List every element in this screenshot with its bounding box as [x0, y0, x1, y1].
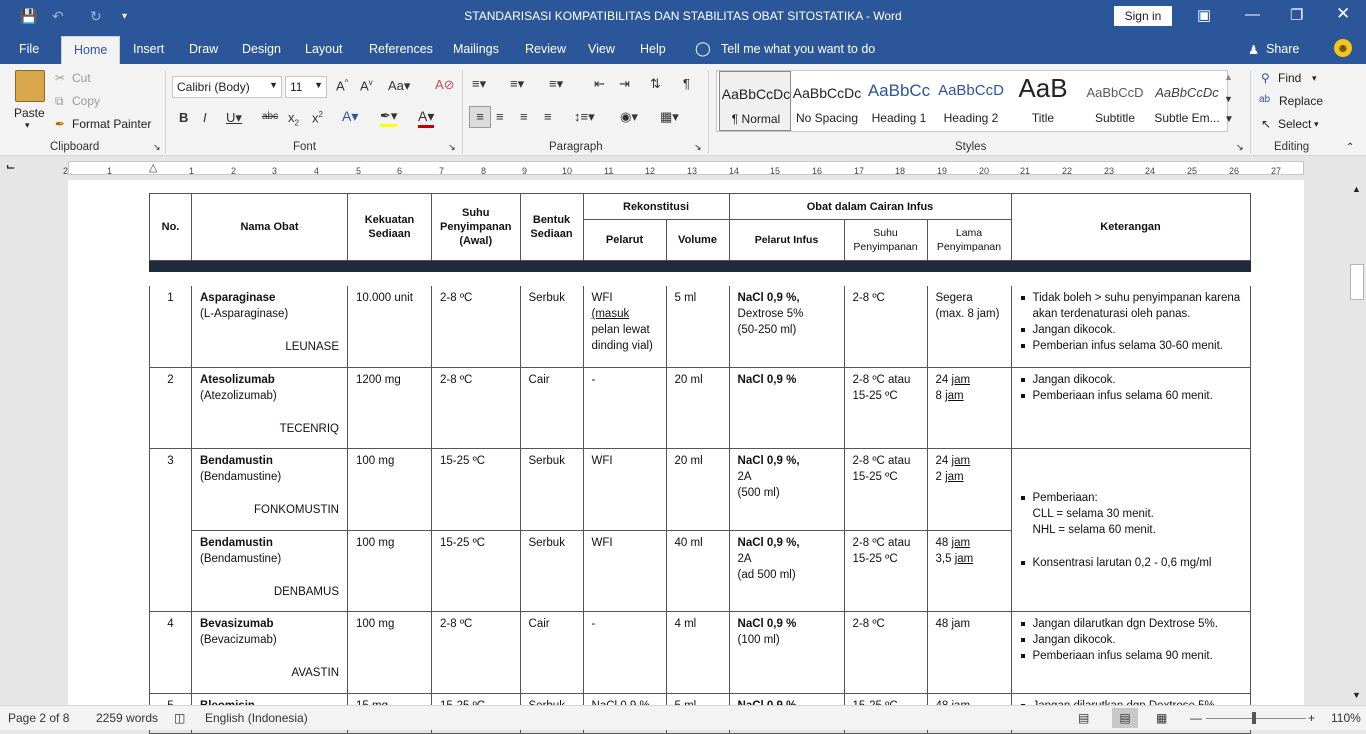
ruler-number: 11: [604, 166, 614, 176]
copy-icon[interactable]: ⧉: [55, 94, 64, 108]
ruler-number: 14: [729, 166, 740, 176]
clipboard-launcher-icon[interactable]: ↘: [153, 142, 161, 152]
row-number: 3: [150, 449, 192, 612]
collapse-ribbon-icon[interactable]: ⌃: [1346, 142, 1355, 153]
keterangan-cell: [1011, 286, 1250, 368]
header-kekuatan: Kekuatan Sediaan: [348, 194, 432, 261]
tab-design[interactable]: Design: [242, 42, 281, 56]
suhu-infus-line: 2-8 ºC atau: [852, 537, 911, 549]
style-heading-2[interactable]: [935, 71, 1007, 131]
italic-icon[interactable]: I: [203, 110, 207, 125]
ruler-number: 15: [770, 166, 781, 176]
styles-launcher-icon[interactable]: ↘: [1236, 142, 1244, 152]
infus-line: 2A: [737, 471, 752, 483]
header-keterangan: Keterangan: [1011, 194, 1250, 261]
numbering-icon[interactable]: ≡▾: [510, 76, 525, 91]
ruler-number: 5: [356, 166, 362, 176]
lama-line: 24 jam: [935, 455, 971, 467]
pelarut-cell: -: [583, 612, 666, 694]
infus-line: NaCl 0,9 %,: [737, 537, 800, 549]
bentuk-cell: Cair: [520, 368, 583, 449]
suhu-infus-cell: 2-8 ºC: [844, 612, 927, 694]
read-mode-icon[interactable]: ▤: [1078, 711, 1090, 725]
lama-cell: [927, 531, 1011, 612]
suhu-infus-cell: 2-8 ºC: [844, 286, 927, 368]
suhu-infus-cell: [844, 368, 927, 449]
sort-icon[interactable]: ⇅: [650, 76, 661, 91]
align-left-icon[interactable]: ≡: [469, 106, 491, 128]
decrease-indent-icon[interactable]: ⇤: [594, 76, 605, 91]
ribbon: [0, 64, 1366, 156]
divider: [1250, 70, 1251, 154]
drug-name-cell: [192, 368, 348, 449]
drug-generic: (Atezolizumab): [200, 390, 277, 402]
justify-icon[interactable]: ≡: [544, 109, 552, 124]
divider: [708, 70, 709, 154]
zoom-slider[interactable]: [1206, 718, 1306, 719]
keterangan-item: [1020, 490, 1242, 538]
divider: [462, 70, 463, 154]
ruler-number: 18: [895, 166, 906, 176]
drug-table[interactable]: [149, 193, 1251, 734]
volume-cell: 5 ml: [666, 286, 729, 368]
styles-scroll-up-icon[interactable]: ▲: [1224, 72, 1233, 82]
ruler-number: 20: [979, 166, 990, 176]
style-preview: AaBbCcDc: [1155, 85, 1219, 100]
infus-line: NaCl 0,9 %,: [737, 292, 800, 304]
ruler-strip[interactable]: [63, 161, 1304, 176]
table-row[interactable]: [150, 612, 1251, 694]
drug-name: Bevasizumab: [200, 618, 274, 630]
lama-line: (max. 8 jam): [935, 308, 1000, 320]
infus-line: 2A: [737, 553, 752, 565]
ruler-number: 19: [937, 166, 948, 176]
ruler-number: 23: [1104, 166, 1115, 176]
lama-cell: [927, 286, 1011, 368]
suhu-infus-line: 15-25 ºC: [852, 553, 898, 565]
share-button[interactable]: Share: [1266, 42, 1300, 56]
line-spacing-icon[interactable]: ↕≡▾: [574, 109, 595, 124]
volume-cell: 20 ml: [666, 449, 729, 531]
style-preview: AaB: [1018, 73, 1068, 103]
ribbon-display-icon[interactable]: ▣: [1197, 7, 1212, 24]
suhu-cell: 2-8 ºC: [432, 286, 521, 368]
page-count[interactable]: Page 2 of 8: [8, 711, 70, 725]
keterangan-cell: [1011, 368, 1250, 449]
suhu-cell: 15-25 ºC: [432, 449, 521, 531]
clear-formatting-icon[interactable]: A⊘: [435, 77, 455, 92]
word-count[interactable]: 2259 words: [96, 711, 159, 725]
drug-name: Bendamustin: [200, 537, 273, 549]
bullets-icon[interactable]: ≡▾: [472, 76, 487, 91]
keterangan-item: Pemberiaan infus selama 60 menit.: [1020, 388, 1242, 404]
lama-line: 48 jam: [935, 537, 971, 549]
drug-name-cell: [192, 612, 348, 694]
style-name: Heading 2: [943, 111, 999, 125]
align-right-icon[interactable]: ≡: [520, 109, 528, 124]
infus-line: (ad 500 ml): [737, 569, 796, 581]
show-formatting-icon[interactable]: ¶: [683, 76, 690, 91]
ruler-number: 2: [63, 166, 69, 176]
ruler-number: 10: [562, 166, 573, 176]
chevron-down-icon: ▼: [269, 80, 278, 90]
kekuatan-cell: 1200 mg: [348, 368, 432, 449]
suhu-cell: 15-25 ºC: [432, 531, 521, 612]
keterangan-item: Jangan dikocok.: [1020, 632, 1242, 648]
styles-scroll-down-icon[interactable]: ▼: [1224, 94, 1233, 104]
drug-generic: (Bevacizumab): [200, 634, 277, 646]
font-launcher-icon[interactable]: ↘: [448, 142, 456, 152]
styles-group-label: Styles: [955, 141, 987, 153]
bentuk-cell: Serbuk: [520, 449, 583, 531]
tab-insert[interactable]: Insert: [133, 42, 165, 56]
drug-generic: (L-Asparaginase): [200, 308, 289, 320]
replace-icon[interactable]: ab: [1259, 94, 1271, 105]
shading-icon[interactable]: ◉▾: [620, 109, 638, 124]
underline-icon[interactable]: U▾: [226, 110, 242, 125]
chevron-down-icon[interactable]: ▾: [1312, 73, 1317, 83]
keterangan-item: Jangan dikocok.: [1020, 372, 1242, 388]
suhu-infus-line: 15-25 ºC: [852, 471, 898, 483]
infus-line: NaCl 0,9 %,: [737, 455, 800, 467]
pelarut-cell: -: [583, 368, 666, 449]
font-group-label: Font: [293, 141, 317, 153]
close-button[interactable]: ✕: [1336, 4, 1351, 23]
keterangan-line: NHL = selama 60 menit.: [1032, 523, 1156, 536]
style-preview: AaBbCcD: [938, 82, 1004, 99]
scroll-thumb[interactable]: [1350, 264, 1364, 300]
keterangan-item: Jangan dikocok.: [1020, 322, 1242, 338]
bentuk-cell: Serbuk: [520, 531, 583, 612]
ruler-number: 8: [481, 166, 487, 176]
infus-cell: [729, 449, 844, 531]
zoom-in-icon[interactable]: +: [1308, 711, 1316, 725]
table-row[interactable]: [150, 286, 1251, 368]
ruler-number: 4: [314, 166, 320, 176]
ruler-number: 27: [1271, 166, 1282, 176]
ruler-number: 12: [645, 166, 656, 176]
kekuatan-cell: 10.000 unit: [348, 286, 432, 368]
ruler-number: 6: [397, 166, 403, 176]
keterangan-cell: [1011, 612, 1250, 694]
ribbon-tabs: [0, 34, 1366, 64]
scroll-down-icon[interactable]: ▼: [1352, 690, 1361, 700]
redo-icon[interactable]: ↻: [90, 8, 102, 24]
style-heading-1[interactable]: [863, 71, 935, 131]
header-lama: Lama Penyimpanan: [927, 220, 1011, 261]
pelarut-cell: WFI: [583, 531, 666, 612]
drug-name-cell: [192, 531, 348, 612]
paste-dropdown-icon[interactable]: ▾: [25, 120, 30, 130]
drug-brand: FONKOMUSTIN: [254, 504, 339, 516]
infus-cell: [729, 286, 844, 368]
proofing-icon[interactable]: ◫: [174, 711, 186, 725]
table-row[interactable]: [150, 368, 1251, 449]
style-subtle-emphasis[interactable]: [1151, 71, 1225, 131]
style-name: Subtle Em...: [1154, 111, 1220, 125]
header-shading-row: [150, 261, 1251, 272]
select-button[interactable]: Select: [1278, 117, 1312, 131]
header-no: No.: [150, 194, 192, 261]
style-title[interactable]: [1007, 71, 1079, 131]
document-page[interactable]: [68, 180, 1304, 705]
suhu-cell: 2-8 ºC: [432, 612, 521, 694]
change-case-icon[interactable]: Aa▾: [388, 78, 411, 93]
title-bar: [0, 0, 1366, 34]
style-preview: AaBbCcDc: [792, 85, 862, 101]
font-name-combo[interactable]: [172, 76, 282, 98]
drug-generic: (Bendamustine): [200, 471, 282, 483]
bentuk-cell: Serbuk: [520, 286, 583, 368]
suhu-infus-line: 15-25 ºC: [852, 390, 898, 402]
style-name: Heading 1: [871, 111, 927, 125]
ruler-number: 26: [1229, 166, 1240, 176]
infus-line: (100 ml): [737, 634, 780, 646]
keterangan-item: Pemberiaan infus selama 90 menit.: [1020, 648, 1242, 664]
infus-cell: NaCl 0,9 %: [729, 368, 844, 449]
row-number: 2: [150, 368, 192, 449]
suhu-infus-cell: [844, 531, 927, 612]
drug-name: Atesolizumab: [200, 374, 275, 386]
print-layout-icon[interactable]: ▤: [1112, 708, 1138, 728]
keterangan-item: Konsentrasi larutan 0,2 - 0,6 mg/ml: [1020, 555, 1242, 571]
ruler-number: 3: [272, 166, 278, 176]
font-size-value: 11: [290, 80, 303, 94]
ruler-number: 7: [439, 166, 445, 176]
pelarut-cell: [583, 286, 666, 368]
font-size-combo[interactable]: [285, 76, 327, 98]
web-layout-icon[interactable]: ▦: [1156, 711, 1168, 725]
lama-line: 8 jam: [935, 390, 964, 402]
infus-line: Dextrose 5%: [737, 308, 804, 320]
maximize-button[interactable]: ❐: [1290, 7, 1304, 24]
paragraph-group-label: Paragraph: [549, 141, 603, 153]
suhu-infus-line: 2-8 ºC atau: [852, 455, 911, 467]
font-color-icon[interactable]: A▾: [418, 108, 434, 128]
format-painter-button[interactable]: Format Painter: [72, 117, 152, 131]
tab-layout[interactable]: Layout: [305, 42, 343, 56]
header-infus: Obat dalam Cairan Infus: [729, 194, 1011, 220]
lightbulb-icon: ◯: [695, 40, 711, 56]
bentuk-cell: Cair: [520, 612, 583, 694]
row-number: 4: [150, 612, 192, 694]
volume-cell: 20 ml: [666, 368, 729, 449]
ruler-number: 24: [1145, 166, 1156, 176]
drug-brand: AVASTIN: [291, 667, 339, 679]
tab-references[interactable]: References: [369, 42, 433, 56]
volume-cell: 4 ml: [666, 612, 729, 694]
lama-line: 3,5 jam: [935, 553, 974, 565]
horizontal-ruler: [0, 157, 1366, 179]
tab-view[interactable]: View: [588, 42, 615, 56]
tell-me-input[interactable]: Tell me what you want to do: [721, 42, 876, 56]
ruler-number: 1: [107, 166, 113, 176]
infus-line: (50-250 ml): [737, 324, 797, 336]
drug-name: Asparaginase: [200, 292, 276, 304]
replace-button[interactable]: Replace: [1279, 94, 1324, 108]
paste-button[interactable]: Paste: [14, 106, 45, 120]
pelarut-line: dinding vial): [591, 340, 653, 352]
header-suhu: Suhu Penyimpanan (Awal): [432, 194, 521, 261]
lama-line: 24 jam: [935, 374, 971, 386]
scroll-up-icon[interactable]: ▲: [1352, 184, 1361, 194]
pelarut-line: pelan lewat: [591, 324, 650, 336]
style-subtitle[interactable]: [1079, 71, 1151, 131]
pelarut-cell: WFI: [583, 449, 666, 531]
kekuatan-cell: 100 mg: [348, 612, 432, 694]
infus-cell: [729, 612, 844, 694]
header-pelarut-infus: Pelarut Infus: [729, 220, 844, 261]
volume-cell: 40 ml: [666, 531, 729, 612]
undo-icon[interactable]: ↶: [52, 8, 64, 24]
keterangan-title: Pemberiaan:: [1032, 491, 1098, 504]
customize-qat-icon[interactable]: ▾: [122, 11, 128, 22]
tab-review[interactable]: Review: [525, 42, 566, 56]
header-pelarut: Pelarut: [583, 220, 666, 261]
save-icon[interactable]: 💾: [20, 8, 38, 24]
ruler-number: 17: [854, 166, 865, 176]
status-bar: [0, 705, 1366, 730]
superscript-icon[interactable]: $x^2$: [312, 110, 323, 126]
editing-group-label: Editing: [1274, 141, 1310, 153]
subscript-icon[interactable]: $x_2$: [288, 110, 299, 128]
kekuatan-cell: 100 mg: [348, 531, 432, 612]
pelarut-line: WFI: [591, 292, 613, 304]
suhu-cell: 2-8 ºC: [432, 368, 521, 449]
cut-button[interactable]: Cut: [72, 71, 91, 85]
divider: [165, 70, 166, 154]
keterangan-line: CLL = selama 30 menit.: [1032, 507, 1154, 520]
ruler-number: 25: [1187, 166, 1198, 176]
sign-in-button[interactable]: Sign in: [1114, 6, 1172, 26]
drug-generic: (Bendamustine): [200, 553, 282, 565]
lama-line: Segera: [935, 292, 973, 304]
multilevel-list-icon[interactable]: ≡▾: [549, 76, 564, 91]
chevron-down-icon: ▼: [314, 80, 323, 90]
tab-help[interactable]: Help: [640, 42, 666, 56]
lama-cell: [927, 449, 1011, 531]
tab-file[interactable]: File: [19, 42, 40, 56]
tab-mailings[interactable]: Mailings: [453, 42, 499, 56]
copy-button[interactable]: Copy: [72, 94, 101, 108]
text-effects-icon[interactable]: A▾: [342, 108, 359, 124]
lama-line: 2 jam: [935, 471, 964, 483]
font-name-value: Calibri (Body): [177, 80, 250, 94]
infus-line: NaCl 0,9 %: [737, 618, 797, 630]
style-normal[interactable]: [719, 71, 791, 131]
header-bentuk: Bentuk Sediaan: [520, 194, 583, 261]
drug-brand: DENBAMUS: [273, 586, 339, 598]
infus-line: (500 ml): [737, 487, 780, 499]
style-name: No Spacing: [795, 111, 859, 125]
highlight-icon[interactable]: ✒▾: [380, 108, 397, 127]
style-preview: AaBbCcD: [1086, 85, 1144, 100]
tab-home[interactable]: Home: [61, 36, 120, 64]
select-icon[interactable]: ↖: [1261, 117, 1272, 131]
smiley-icon[interactable]: ☻: [1334, 39, 1352, 57]
tab-selector-icon[interactable]: ⌙: [6, 161, 16, 173]
kekuatan-cell: 100 mg: [348, 449, 432, 531]
drug-name: Bendamustin: [200, 455, 273, 467]
indent-marker-icon[interactable]: △: [149, 162, 158, 174]
ruler-number: 16: [812, 166, 823, 176]
ruler-number: 13: [687, 166, 698, 176]
drug-name-cell: [192, 449, 348, 531]
header-suhu-infus: Suhu Penyimpanan: [844, 220, 927, 261]
drug-brand: LEUNASE: [285, 341, 339, 353]
header-rekonstitusi: Rekonstitusi: [583, 194, 729, 220]
style-name: Title: [1031, 111, 1055, 125]
tab-draw[interactable]: Draw: [189, 42, 219, 56]
keterangan-item: Jangan dilarutkan dgn Dextrose 5%.: [1020, 616, 1242, 632]
format-painter-icon[interactable]: ✒: [55, 117, 66, 131]
ruler-number: 22: [1062, 166, 1073, 176]
ruler-number: 9: [522, 166, 528, 176]
style-name: Subtitle: [1094, 111, 1136, 125]
style-name: ¶ Normal: [731, 112, 781, 126]
find-button[interactable]: Find: [1278, 71, 1302, 85]
borders-icon[interactable]: ▦▾: [660, 109, 679, 124]
style-no-spacing[interactable]: [791, 71, 863, 131]
keterangan-item: Pemberian infus selama 30-60 menit.: [1020, 338, 1242, 354]
find-icon[interactable]: ⚲: [1261, 71, 1270, 85]
header-volume: Volume: [666, 220, 729, 261]
style-preview: AaBbCcDc: [721, 86, 791, 102]
suhu-infus-cell: [844, 449, 927, 531]
spacer-row: [150, 272, 1251, 286]
ruler-number: 21: [1020, 166, 1031, 176]
increase-indent-icon[interactable]: ⇥: [619, 76, 630, 91]
zoom-slider-thumb[interactable]: [1252, 712, 1256, 724]
keterangan-item: Tidak boleh > suhu penyimpanan karena akan terdenaturasi oleh panas.: [1020, 290, 1242, 322]
shrink-font-icon[interactable]: $A^v$: [360, 78, 373, 94]
window-title: STANDARISASI KOMPATIBILITAS DAN STABILITAS OBAT SITOSTATIKA - Word: [464, 9, 902, 23]
lama-cell: [927, 368, 1011, 449]
share-icon[interactable]: ♟: [1248, 43, 1260, 57]
vertical-scrollbar[interactable]: [1348, 180, 1366, 705]
chevron-down-icon[interactable]: ▾: [1314, 119, 1319, 129]
styles-more-icon[interactable]: ▼: [1224, 114, 1234, 125]
strikethrough-icon[interactable]: abc: [262, 111, 279, 122]
infus-cell: [729, 531, 844, 612]
ruler-number: 2: [231, 166, 237, 176]
zoom-out-icon[interactable]: —: [1190, 711, 1202, 725]
pelarut-line: (masuk: [591, 308, 630, 320]
suhu-infus-line: 2-8 ºC atau: [852, 374, 911, 386]
ruler-number: 1: [189, 166, 195, 176]
table-row[interactable]: [150, 449, 1251, 531]
styles-gallery: [716, 70, 1228, 132]
paragraph-launcher-icon[interactable]: ↘: [694, 142, 702, 152]
bold-icon[interactable]: B: [179, 110, 189, 125]
cut-icon[interactable]: ✂: [55, 71, 66, 85]
zoom-level[interactable]: 110%: [1331, 711, 1361, 725]
paste-icon[interactable]: [15, 70, 45, 102]
clipboard-group-label: Clipboard: [50, 141, 100, 153]
row-number: 1: [150, 286, 192, 368]
minimize-button[interactable]: —: [1245, 6, 1260, 23]
header-nama-obat: Nama Obat: [192, 194, 348, 261]
lama-cell: 48 jam: [927, 612, 1011, 694]
keterangan-cell: [1011, 449, 1250, 612]
grow-font-icon[interactable]: A^: [336, 78, 349, 94]
style-preview: AaBbCc: [867, 81, 931, 100]
drug-brand: TECENRIQ: [279, 423, 339, 435]
drug-name-cell: [192, 286, 348, 368]
align-center-icon[interactable]: ≡: [496, 109, 504, 124]
language-indicator[interactable]: English (Indonesia): [205, 711, 308, 725]
